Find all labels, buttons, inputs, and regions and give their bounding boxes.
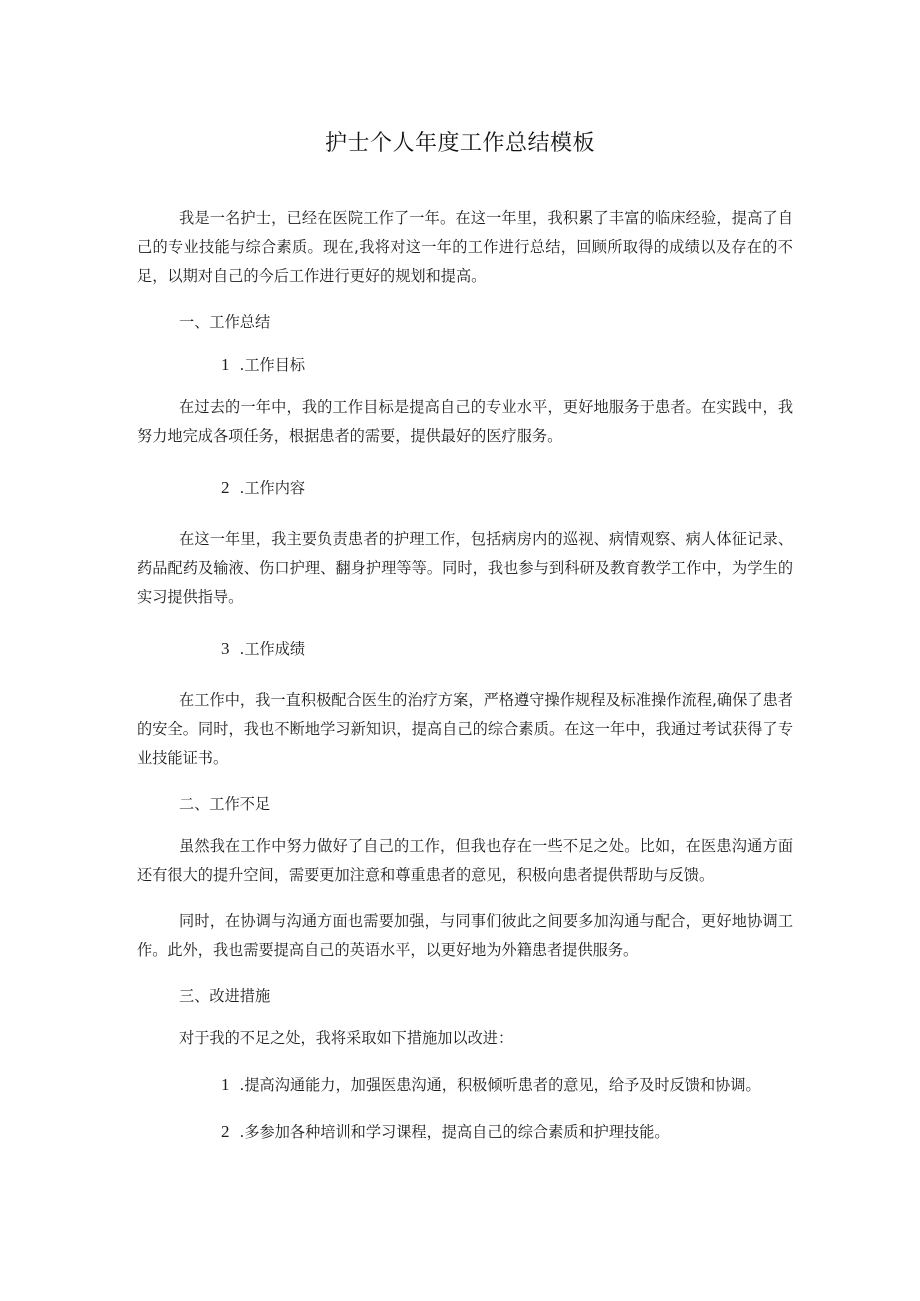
item-label: .工作目标 (239, 356, 306, 374)
item-label: .工作成绩 (239, 640, 306, 658)
document-title: 护士个人年度工作总结模板 (324, 131, 595, 156)
section3-item1 (137, 1070, 793, 1100)
item-text: .提高沟通能力，加强医患沟通，积极倾听患者的意见，给予及时反馈和协调。 (239, 1076, 761, 1094)
item-number: 1 (221, 1075, 230, 1094)
item-text: .多参加各种培训和学习课程，提高自己的综合素质和护理技能。 (239, 1123, 670, 1141)
item-number: 2 (221, 1122, 230, 1141)
section1-item1-heading (137, 350, 793, 380)
item-number: 3 (221, 639, 230, 658)
section1-item1-paragraph: 在过去的一年中，我的工作目标是提高自己的专业水平，更好地服务于患者。在实践中，我努力地完成各项任务，根据患者的需要，提供最好的医疗服务。 (137, 398, 793, 445)
section1-item2-heading (137, 473, 793, 503)
section2-paragraph-2: 同时，在协调与沟通方面也需要加强，与同事们彼此之间要多加沟通与配合，更好地协调工作。此外，我也需要提高自己的英语水平，以更好地为外籍患者提供服务。 (137, 912, 793, 959)
item-number: 1 (221, 355, 230, 374)
section1-heading: 一、工作总结 (179, 313, 271, 331)
section3-item2 (137, 1117, 793, 1147)
section1-item3-paragraph: 在工作中，我一直积极配合医生的治疗方案，严格遵守操作规程及标准操作流程,确保了患者的安全。同时，我也不断地学习新知识，提高自己的综合素质。在这一年中，我通过考试获得了专业技能证书。 (137, 691, 793, 767)
intro-paragraph: 我是一名护士，已经在医院工作了一年。在这一年里，我积累了丰富的临床经验，提高了自己的专业技能与综合素质。现在,我将对这一年的工作进行总结，回顾所取得的成绩以及存在的不足，以期对自己的今后工作进行更好的规划和提高。 (137, 209, 793, 285)
section2-heading: 二、工作不足 (179, 795, 271, 813)
section3-heading: 三、改进措施 (179, 987, 271, 1005)
item-label: .工作内容 (239, 479, 306, 497)
document-body (137, 204, 793, 1147)
item-number: 2 (221, 478, 230, 497)
section2-paragraph-1: 虽然我在工作中努力做好了自己的工作，但我也存在一些不足之处。比如，在医患沟通方面还有很大的提升空间，需要更加注意和尊重患者的意见，积极向患者提供帮助与反馈。 (137, 837, 793, 884)
section3-intro: 对于我的不足之处，我将采取如下措施加以改进： (179, 1029, 514, 1047)
section1-item3-heading (137, 634, 793, 664)
section1-item2-paragraph: 在这一年里，我主要负责患者的护理工作，包括病房内的巡视、病情观察、病人体征记录、药品配药及输液、伤口护理、翻身护理等等。同时，我也参与到科研及教育教学工作中，为学生的实习提供指导。 (137, 530, 793, 606)
